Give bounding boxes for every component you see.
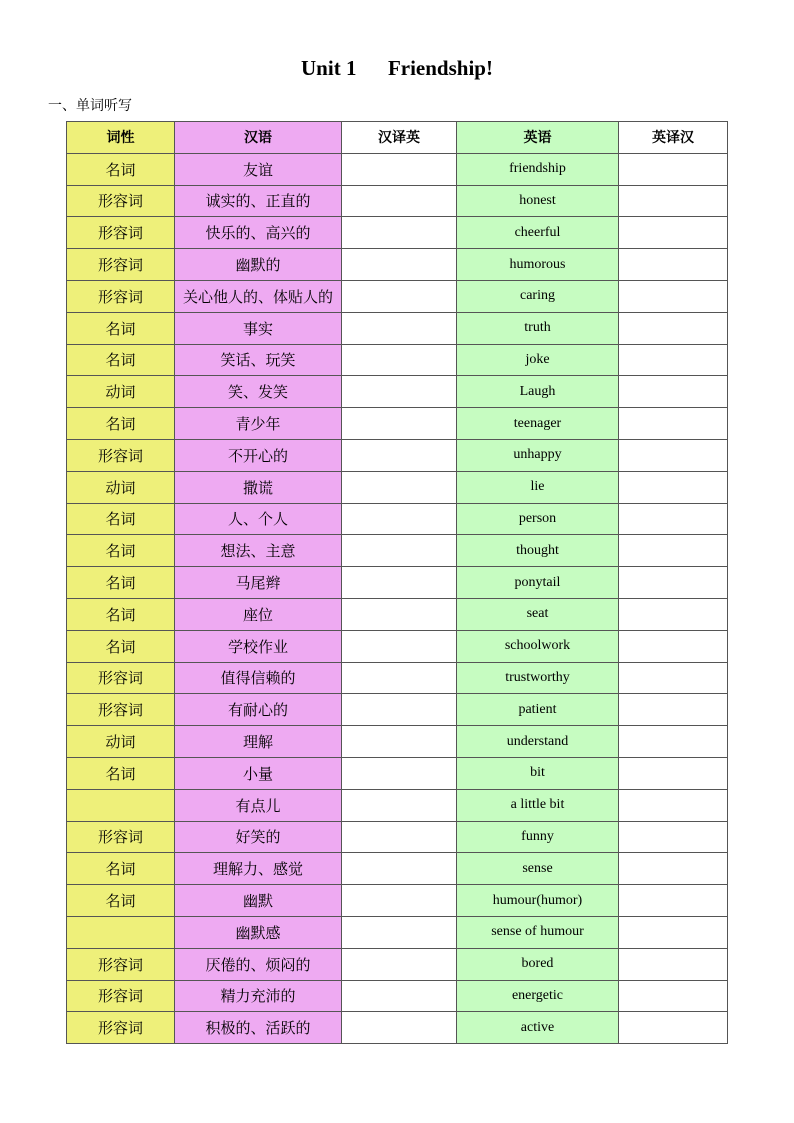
answer-cell-zh-to-en[interactable] — [342, 280, 457, 312]
table-row — [67, 217, 728, 249]
cell-chinese: 积极的、活跃的 — [175, 1012, 342, 1044]
answer-cell-en-to-zh[interactable] — [619, 344, 728, 376]
table-header-row — [67, 122, 728, 154]
cell-chinese: 撒谎 — [175, 471, 342, 503]
answer-cell-zh-to-en[interactable] — [342, 630, 457, 662]
cell-chinese: 关心他人的、体贴人的 — [175, 280, 342, 312]
cell-chinese: 座位 — [175, 598, 342, 630]
header-chinese: 汉语 — [175, 122, 342, 154]
answer-cell-en-to-zh[interactable] — [619, 312, 728, 344]
cell-chinese: 理解 — [175, 726, 342, 758]
cell-part-of-speech: 形容词 — [67, 662, 175, 694]
table-row — [67, 821, 728, 853]
cell-chinese: 青少年 — [175, 408, 342, 440]
answer-cell-en-to-zh[interactable] — [619, 280, 728, 312]
answer-cell-zh-to-en[interactable] — [342, 726, 457, 758]
answer-cell-zh-to-en[interactable] — [342, 217, 457, 249]
cell-english: bit — [457, 757, 619, 789]
cell-chinese: 有耐心的 — [175, 694, 342, 726]
cell-chinese: 幽默感 — [175, 916, 342, 948]
cell-part-of-speech: 形容词 — [67, 948, 175, 980]
cell-english: cheerful — [457, 217, 619, 249]
cell-chinese: 事实 — [175, 312, 342, 344]
cell-chinese: 理解力、感觉 — [175, 853, 342, 885]
answer-cell-en-to-zh[interactable] — [619, 185, 728, 217]
answer-cell-en-to-zh[interactable] — [619, 503, 728, 535]
table-row — [67, 630, 728, 662]
table-row — [67, 662, 728, 694]
cell-english: understand — [457, 726, 619, 758]
table-row — [67, 344, 728, 376]
answer-cell-en-to-zh[interactable] — [619, 630, 728, 662]
section-heading: 一、单词听写 — [48, 98, 132, 114]
answer-cell-zh-to-en[interactable] — [342, 598, 457, 630]
cell-chinese: 笑话、玩笑 — [175, 344, 342, 376]
cell-english: joke — [457, 344, 619, 376]
answer-cell-en-to-zh[interactable] — [619, 948, 728, 980]
cell-english: teenager — [457, 408, 619, 440]
table-row — [67, 408, 728, 440]
cell-part-of-speech: 动词 — [67, 376, 175, 408]
answer-cell-en-to-zh[interactable] — [619, 916, 728, 948]
table-row — [67, 471, 728, 503]
cell-chinese: 学校作业 — [175, 630, 342, 662]
table-row — [67, 980, 728, 1012]
cell-english: honest — [457, 185, 619, 217]
answer-cell-zh-to-en[interactable] — [342, 885, 457, 917]
cell-chinese: 诚实的、正直的 — [175, 185, 342, 217]
cell-part-of-speech: 名词 — [67, 853, 175, 885]
table-row — [67, 185, 728, 217]
cell-chinese: 笑、发笑 — [175, 376, 342, 408]
cell-chinese: 想法、主意 — [175, 535, 342, 567]
cell-part-of-speech: 形容词 — [67, 280, 175, 312]
answer-cell-en-to-zh[interactable] — [619, 598, 728, 630]
table-row — [67, 312, 728, 344]
answer-cell-zh-to-en[interactable] — [342, 344, 457, 376]
answer-cell-zh-to-en[interactable] — [342, 694, 457, 726]
answer-cell-zh-to-en[interactable] — [342, 439, 457, 471]
cell-part-of-speech: 名词 — [67, 344, 175, 376]
cell-part-of-speech: 名词 — [67, 598, 175, 630]
cell-english: lie — [457, 471, 619, 503]
cell-english: humorous — [457, 249, 619, 281]
answer-cell-zh-to-en[interactable] — [342, 376, 457, 408]
cell-chinese: 小量 — [175, 757, 342, 789]
cell-part-of-speech: 形容词 — [67, 185, 175, 217]
answer-cell-en-to-zh[interactable] — [619, 757, 728, 789]
cell-part-of-speech: 名词 — [67, 535, 175, 567]
cell-part-of-speech: 名词 — [67, 630, 175, 662]
table-row — [67, 249, 728, 281]
cell-part-of-speech: 名词 — [67, 503, 175, 535]
answer-cell-en-to-zh[interactable] — [619, 153, 728, 185]
answer-cell-en-to-zh[interactable] — [619, 821, 728, 853]
cell-part-of-speech: 名词 — [67, 408, 175, 440]
table-row — [67, 567, 728, 599]
cell-english: trustworthy — [457, 662, 619, 694]
table-row — [67, 598, 728, 630]
cell-part-of-speech: 名词 — [67, 153, 175, 185]
cell-english: schoolwork — [457, 630, 619, 662]
answer-cell-zh-to-en[interactable] — [342, 757, 457, 789]
answer-cell-en-to-zh[interactable] — [619, 662, 728, 694]
table-row — [67, 694, 728, 726]
cell-part-of-speech: 形容词 — [67, 217, 175, 249]
answer-cell-zh-to-en[interactable] — [342, 535, 457, 567]
cell-part-of-speech: 形容词 — [67, 694, 175, 726]
header-pos: 词性 — [67, 122, 175, 154]
header-en-to-zh: 英译汉 — [619, 122, 728, 154]
cell-chinese: 不开心的 — [175, 439, 342, 471]
cell-part-of-speech: 形容词 — [67, 821, 175, 853]
cell-part-of-speech: 形容词 — [67, 439, 175, 471]
answer-cell-zh-to-en[interactable] — [342, 567, 457, 599]
cell-english: caring — [457, 280, 619, 312]
cell-chinese: 值得信赖的 — [175, 662, 342, 694]
cell-part-of-speech: 名词 — [67, 567, 175, 599]
cell-english: humour(humor) — [457, 885, 619, 917]
cell-chinese: 幽默的 — [175, 249, 342, 281]
cell-english: ponytail — [457, 567, 619, 599]
cell-english: energetic — [457, 980, 619, 1012]
cell-part-of-speech: 形容词 — [67, 980, 175, 1012]
answer-cell-zh-to-en[interactable] — [342, 153, 457, 185]
answer-cell-zh-to-en[interactable] — [342, 185, 457, 217]
answer-cell-zh-to-en[interactable] — [342, 916, 457, 948]
table-row — [67, 1012, 728, 1044]
cell-english: friendship — [457, 153, 619, 185]
cell-part-of-speech: 名词 — [67, 885, 175, 917]
answer-cell-zh-to-en[interactable] — [342, 471, 457, 503]
answer-cell-en-to-zh[interactable] — [619, 980, 728, 1012]
table-row — [67, 853, 728, 885]
cell-chinese: 马尾辫 — [175, 567, 342, 599]
cell-part-of-speech: 动词 — [67, 471, 175, 503]
cell-chinese: 有点儿 — [175, 789, 342, 821]
answer-cell-zh-to-en[interactable] — [342, 948, 457, 980]
cell-chinese: 人、个人 — [175, 503, 342, 535]
cell-english: sense of humour — [457, 916, 619, 948]
cell-english: sense — [457, 853, 619, 885]
table-row — [67, 376, 728, 408]
answer-cell-zh-to-en[interactable] — [342, 662, 457, 694]
answer-cell-en-to-zh[interactable] — [619, 885, 728, 917]
cell-part-of-speech — [67, 789, 175, 821]
header-english: 英语 — [457, 122, 619, 154]
answer-cell-zh-to-en[interactable] — [342, 853, 457, 885]
cell-part-of-speech: 形容词 — [67, 249, 175, 281]
answer-cell-en-to-zh[interactable] — [619, 567, 728, 599]
answer-cell-zh-to-en[interactable] — [342, 249, 457, 281]
table-row — [67, 280, 728, 312]
cell-english: person — [457, 503, 619, 535]
answer-cell-en-to-zh[interactable] — [619, 408, 728, 440]
answer-cell-en-to-zh[interactable] — [619, 471, 728, 503]
cell-chinese: 友谊 — [175, 153, 342, 185]
cell-english: a little bit — [457, 789, 619, 821]
answer-cell-en-to-zh[interactable] — [619, 249, 728, 281]
table-row — [67, 535, 728, 567]
cell-english: unhappy — [457, 439, 619, 471]
cell-part-of-speech: 动词 — [67, 726, 175, 758]
answer-cell-zh-to-en[interactable] — [342, 821, 457, 853]
page-title: Unit 1 Friendship! — [301, 56, 493, 80]
answer-cell-zh-to-en[interactable] — [342, 980, 457, 1012]
table-row — [67, 789, 728, 821]
answer-cell-en-to-zh[interactable] — [619, 217, 728, 249]
cell-english: bored — [457, 948, 619, 980]
header-zh-to-en: 汉译英 — [342, 122, 457, 154]
answer-cell-zh-to-en[interactable] — [342, 789, 457, 821]
answer-cell-zh-to-en[interactable] — [342, 503, 457, 535]
table-row — [67, 885, 728, 917]
cell-part-of-speech: 名词 — [67, 312, 175, 344]
answer-cell-en-to-zh[interactable] — [619, 726, 728, 758]
table-row — [67, 948, 728, 980]
answer-cell-en-to-zh[interactable] — [619, 853, 728, 885]
cell-chinese: 好笑的 — [175, 821, 342, 853]
cell-chinese: 精力充沛的 — [175, 980, 342, 1012]
cell-english: funny — [457, 821, 619, 853]
answer-cell-en-to-zh[interactable] — [619, 1012, 728, 1044]
cell-english: active — [457, 1012, 619, 1044]
cell-english: truth — [457, 312, 619, 344]
table-row — [67, 726, 728, 758]
answer-cell-en-to-zh[interactable] — [619, 789, 728, 821]
answer-cell-zh-to-en[interactable] — [342, 312, 457, 344]
cell-chinese: 快乐的、高兴的 — [175, 217, 342, 249]
table-row — [67, 153, 728, 185]
vocab-table — [66, 121, 728, 1044]
table-row — [67, 503, 728, 535]
cell-chinese: 幽默 — [175, 885, 342, 917]
answer-cell-en-to-zh[interactable] — [619, 535, 728, 567]
cell-english: Laugh — [457, 376, 619, 408]
table-row — [67, 757, 728, 789]
answer-cell-en-to-zh[interactable] — [619, 694, 728, 726]
answer-cell-zh-to-en[interactable] — [342, 1012, 457, 1044]
cell-english: thought — [457, 535, 619, 567]
cell-english: patient — [457, 694, 619, 726]
cell-chinese: 厌倦的、烦闷的 — [175, 948, 342, 980]
answer-cell-zh-to-en[interactable] — [342, 408, 457, 440]
table-row — [67, 916, 728, 948]
table-row — [67, 439, 728, 471]
answer-cell-en-to-zh[interactable] — [619, 439, 728, 471]
cell-part-of-speech: 名词 — [67, 757, 175, 789]
cell-part-of-speech — [67, 916, 175, 948]
cell-part-of-speech: 形容词 — [67, 1012, 175, 1044]
answer-cell-en-to-zh[interactable] — [619, 376, 728, 408]
cell-english: seat — [457, 598, 619, 630]
